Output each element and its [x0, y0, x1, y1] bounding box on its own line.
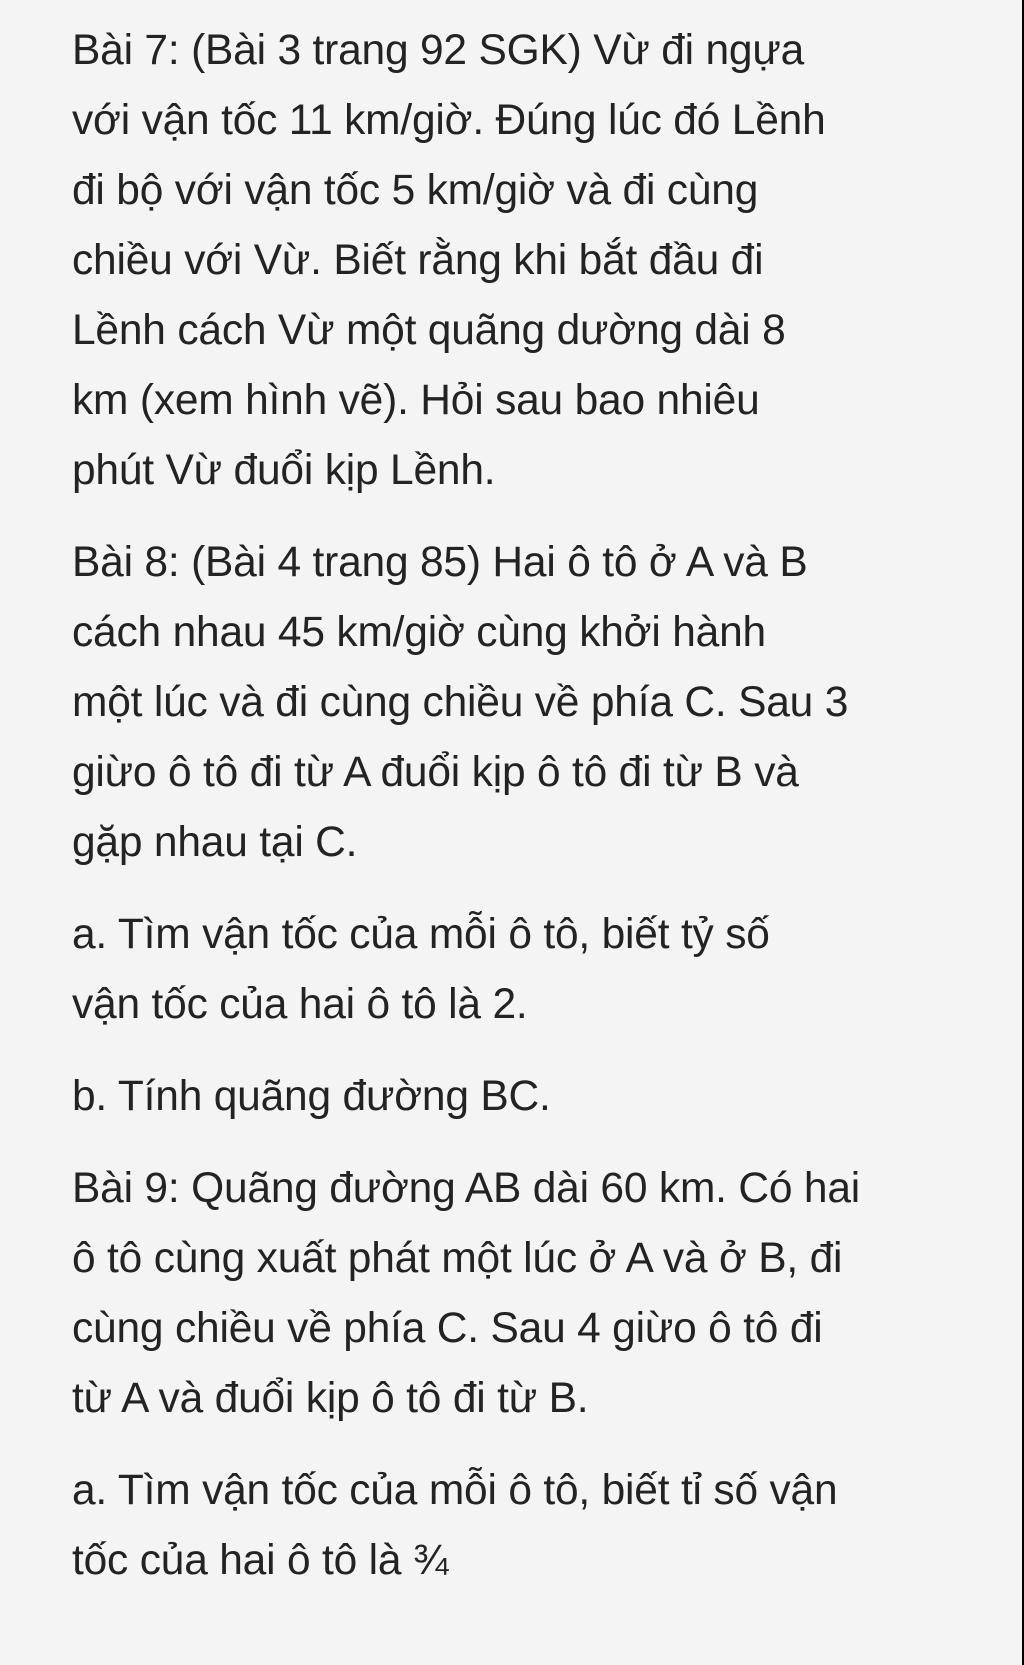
text-line: a. Tìm vận tốc của mỗi ô tô, biết tỷ số — [72, 911, 770, 958]
paragraph-bai-8 — [72, 528, 986, 878]
text-line: Bài 9: Quãng đường AB dài 60 km. Có hai — [72, 1165, 861, 1212]
text-line: gặp nhau tại C. — [72, 819, 358, 866]
text-line: chiều với Vừ. Biết rằng khi bắt đầu đi — [72, 237, 764, 284]
paragraph-bai-8-b — [72, 1062, 986, 1132]
text-line: Bài 7: (Bài 3 trang 92 SGK) Vừ đi ngựa — [72, 27, 805, 74]
text-line: ô tô cùng xuất phát một lúc ở A và ở B, đi — [72, 1235, 843, 1282]
text-line: với vận tốc 11 km/giờ. Đúng lúc đó Lềnh — [72, 97, 826, 144]
text-line: phút Vừ đuổi kịp Lềnh. — [72, 447, 496, 494]
text-line: một lúc và đi cùng chiều về phía C. Sau 3 — [72, 679, 849, 726]
text-line: b. Tính quãng đường BC. — [72, 1073, 551, 1120]
paragraph-bai-9-a — [72, 1456, 986, 1596]
paragraph-bai-8-a — [72, 900, 986, 1040]
paragraph-bai-7 — [72, 16, 986, 506]
text-line: vận tốc của hai ô tô là 2. — [72, 981, 528, 1028]
text-line: cách nhau 45 km/giờ cùng khởi hành — [72, 609, 766, 656]
text-line: từ A và đuổi kịp ô tô đi từ B. — [72, 1375, 589, 1422]
text-line: tốc của hai ô tô là ¾ — [72, 1537, 449, 1584]
text-line: cùng chiều về phía C. Sau 4 giừo ô tô đi — [72, 1305, 823, 1352]
text-line: đi bộ với vận tốc 5 km/giờ và đi cùng — [72, 167, 759, 214]
text-line: giừo ô tô đi từ A đuổi kịp ô tô đi từ B và — [72, 749, 799, 796]
text-line: a. Tìm vận tốc của mỗi ô tô, biết tỉ số vận — [72, 1467, 838, 1514]
text-line: Bài 8: (Bài 4 trang 85) Hai ô tô ở A và B — [72, 539, 808, 586]
text-line: Lềnh cách Vừ một quãng dường dài 8 — [72, 307, 786, 354]
text-line: km (xem hình vẽ). Hỏi sau bao nhiêu — [72, 377, 760, 424]
paragraph-bai-9 — [72, 1154, 986, 1434]
